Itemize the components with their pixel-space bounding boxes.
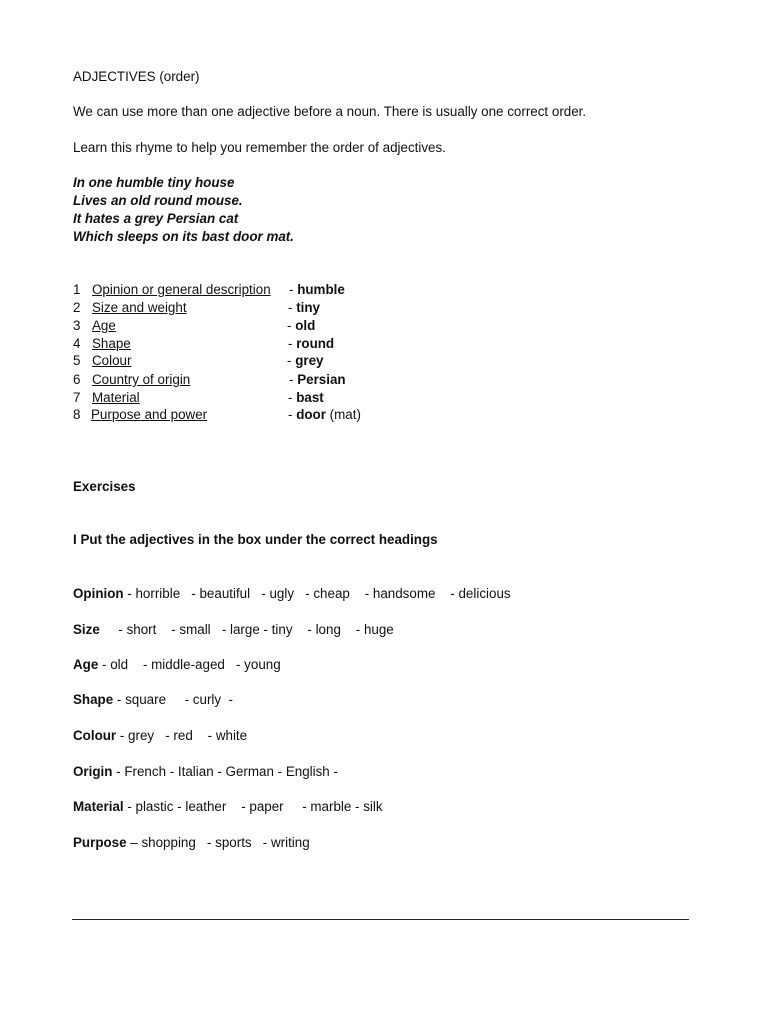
category-dash: - bbox=[287, 318, 296, 333]
horizontal-rule bbox=[72, 919, 689, 920]
category-example-word: tiny bbox=[296, 300, 320, 315]
exercise-items: - horrible - beautiful - ugly - cheap - handsome - delicious bbox=[123, 586, 511, 601]
exercise-items: – shopping - sports - writing bbox=[126, 835, 310, 850]
exercise-items: - old - middle-aged - young bbox=[98, 657, 281, 672]
exercise-row-shape bbox=[73, 691, 233, 709]
category-number: 2 bbox=[73, 300, 81, 315]
exercise-row-origin bbox=[73, 763, 338, 781]
category-example-word: Persian bbox=[297, 372, 346, 387]
category-number: 6 bbox=[73, 372, 81, 387]
exercise-label: Origin bbox=[73, 764, 113, 779]
category-item bbox=[73, 335, 433, 353]
category-example-word: old bbox=[295, 318, 316, 333]
exercise-label: Purpose bbox=[73, 835, 127, 850]
category-example-word: grey bbox=[295, 353, 324, 368]
category-example-word: door bbox=[296, 407, 326, 422]
category-example bbox=[287, 317, 315, 335]
rhyme-line-1: In one humble tiny house bbox=[73, 175, 235, 190]
exercise-row-material bbox=[73, 798, 383, 816]
category-name: Country of origin bbox=[92, 372, 191, 387]
category-number: 5 bbox=[73, 353, 81, 368]
category-dash: - bbox=[289, 282, 298, 297]
exercise-items: - square - curly - bbox=[113, 692, 233, 707]
category-example bbox=[289, 371, 346, 389]
exercise-row-purpose bbox=[73, 834, 310, 852]
category-name: Shape bbox=[92, 336, 131, 351]
category-item bbox=[73, 406, 433, 424]
task-heading: I Put the adjectives in the box under the correct headings bbox=[73, 532, 438, 547]
exercise-items: - French - Italian - German - English - bbox=[112, 764, 338, 779]
category-number: 3 bbox=[73, 318, 81, 333]
category-item bbox=[73, 281, 433, 299]
category-example bbox=[288, 299, 320, 317]
category-item bbox=[73, 371, 433, 389]
category-number: 8 bbox=[73, 407, 81, 422]
exercise-row-colour bbox=[73, 727, 247, 745]
category-example-word: bast bbox=[296, 390, 324, 405]
page-title: ADJECTIVES (order) bbox=[73, 69, 200, 84]
exercise-items: - short - small - large - tiny - long - huge bbox=[99, 622, 394, 637]
rhyme-line-4: Which sleeps on its bast door mat. bbox=[73, 229, 294, 244]
category-name: Colour bbox=[92, 353, 132, 368]
category-example bbox=[288, 406, 361, 424]
exercise-label: Material bbox=[73, 799, 124, 814]
category-example bbox=[289, 281, 345, 299]
exercise-label: Age bbox=[73, 657, 99, 672]
exercise-items: - plastic - leather - paper - marble - silk bbox=[123, 799, 383, 814]
category-example bbox=[288, 389, 324, 407]
category-example-word: humble bbox=[297, 282, 345, 297]
category-example-word: round bbox=[296, 336, 335, 351]
category-number: 4 bbox=[73, 336, 81, 351]
category-name: Material bbox=[92, 390, 140, 405]
category-dash: - bbox=[288, 300, 297, 315]
category-name: Purpose and power bbox=[91, 407, 208, 422]
exercise-items: - grey - red - white bbox=[116, 728, 248, 743]
category-number: 7 bbox=[73, 390, 81, 405]
exercise-row-size bbox=[73, 621, 394, 639]
category-name: Size and weight bbox=[92, 300, 187, 315]
category-dash: - bbox=[288, 336, 297, 351]
exercise-label: Colour bbox=[73, 728, 117, 743]
category-dash: - bbox=[289, 372, 298, 387]
exercise-row-age bbox=[73, 656, 281, 674]
category-example-extra: (mat) bbox=[325, 407, 361, 422]
category-number: 1 bbox=[73, 282, 81, 297]
exercise-label: Opinion bbox=[73, 586, 124, 601]
category-example bbox=[287, 352, 323, 370]
category-item bbox=[73, 317, 433, 335]
exercise-label: Size bbox=[73, 622, 100, 637]
rhyme-line-2: Lives an old round mouse. bbox=[73, 193, 243, 208]
category-name: Opinion or general description bbox=[92, 282, 271, 297]
exercise-row-opinion bbox=[73, 585, 511, 603]
exercise-label: Shape bbox=[73, 692, 114, 707]
intro-sentence: We can use more than one adjective before a noun. There is usually one correct order. bbox=[73, 104, 587, 119]
category-dash: - bbox=[287, 353, 296, 368]
category-example bbox=[288, 335, 334, 353]
rhyme-line-3: It hates a grey Persian cat bbox=[73, 211, 239, 226]
category-item bbox=[73, 299, 433, 317]
category-item bbox=[73, 352, 433, 370]
category-dash: - bbox=[288, 390, 297, 405]
category-dash: - bbox=[288, 407, 297, 422]
exercises-heading: Exercises bbox=[73, 479, 136, 494]
category-item bbox=[73, 389, 433, 407]
rhyme-instruction: Learn this rhyme to help you remember the order of adjectives. bbox=[73, 140, 446, 155]
category-name: Age bbox=[92, 318, 116, 333]
